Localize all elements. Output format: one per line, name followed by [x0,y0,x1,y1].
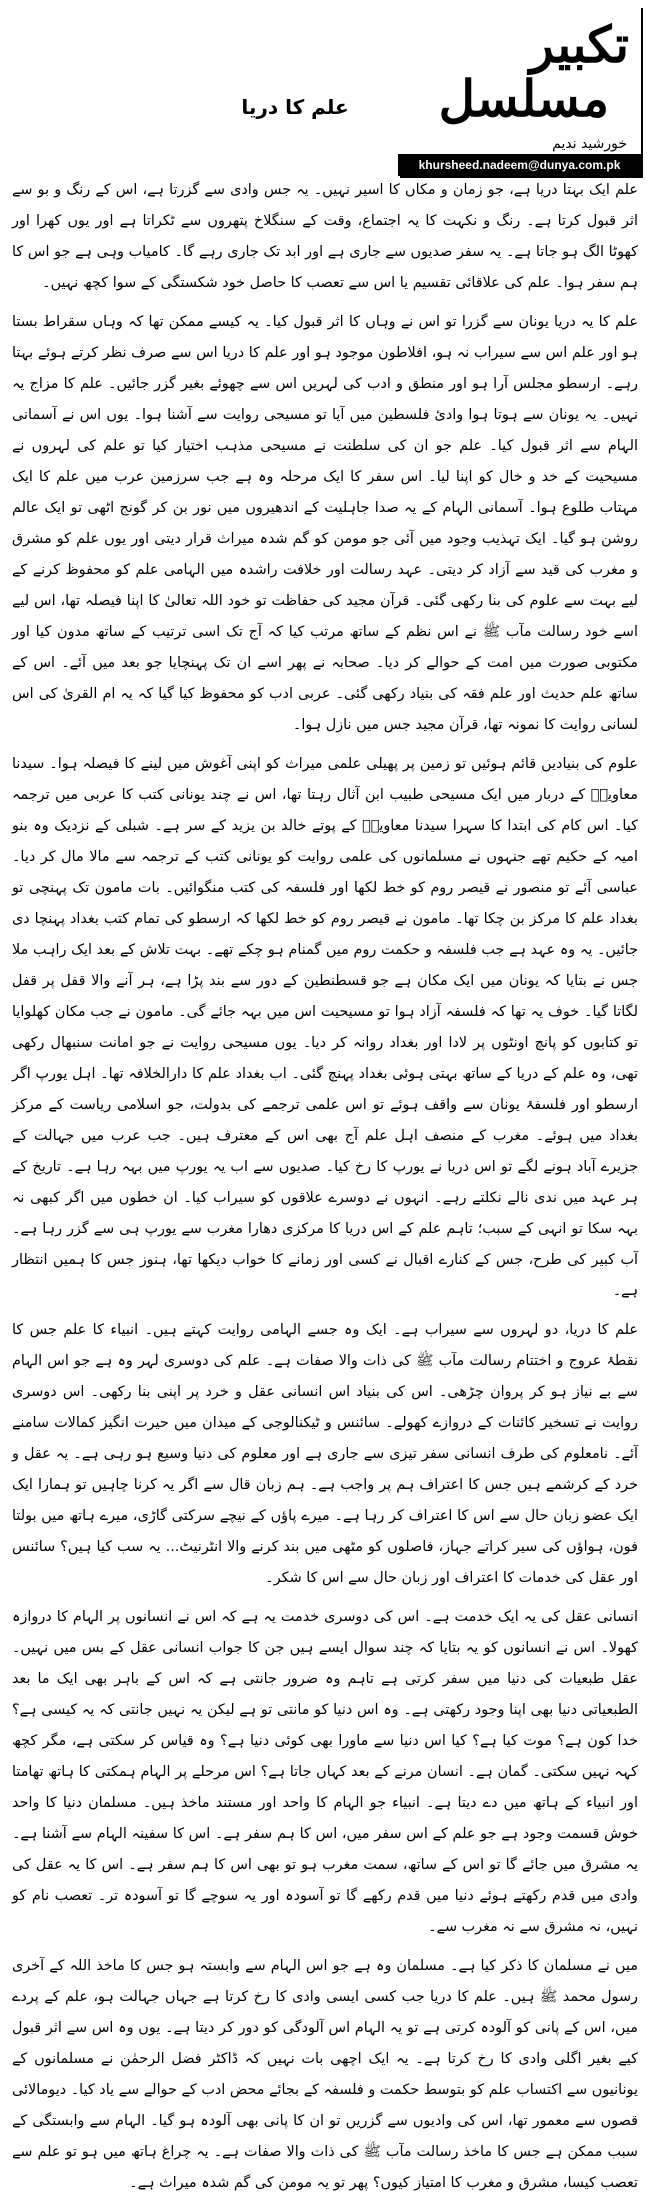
column-logo-word-1: تکبیر [529,15,629,74]
article-paragraph: علوم کی بنیادیں قائم ہوئیں تو زمین پر پھیلی علمی میراث کو اپنی آغوش میں لینے کا فیصلہ ہوا۔ سیدنا معاویہؓ کے دربار میں ایک مسیحی طبیب ابن آثال رہتا تھا، اس نے چند یونانی کتب کا عربی میں ترجمہ کیا۔ اس کام کی ابتدا کا سہرا سیدنا معاویہؓ کے پوتے خالد بن یزید کے سر ہے۔ شبلی کے نزدیک وہ بنو امیہ کے حکیم تھے جنہوں نے مسلمانوں کی علمی روایت کو یونانی کتب کے ترجمہ سے مالا مال کر دیا۔ عباسی آئے تو منصور نے قیصر روم کو خط لکھا اور فلسفہ کی کتب منگوائیں۔ بات مامون تک پہنچی تو بغداد علم کا مرکز بن چکا تھا۔ مامون نے قیصر روم کو خط لکھا کہ ارسطو کی تمام کتب بغداد پہنچا دی جائیں۔ یہ وہ عہد ہے جب فلسفہ و حکمت روم میں گمنام ہو چکے تھے۔ بہت تلاش کے بعد ایک راہب ملا جس نے بتایا کہ یونان میں ایک مکان ہے جو قسطنطین کے دور سے بند پڑا ہے، ہر آنے والا قفل پر قفل لگاتا گیا۔ خوف یہ تھا کہ فلسفہ آزاد ہوا تو مسیحیت اس میں بہہ جائے گی۔ مامون نے جب مکان کھلوایا تو کتابوں کو پانچ اونٹوں پر لادا اور بغداد روانہ کر دیا۔ یوں مسیحی روایت نے جو امانت سنبھال رکھی تھی، وہ علم کے دریا کے ساتھ بہتی ہوئی بغداد پہنچ گئی۔ اب بغداد علم کا دارالخلافہ تھا۔ اہل یورپ اگر ارسطو اور فلسفۂ یونان سے واقف ہوئے تو اس علمی ترجمے کی بدولت، جو اسلامی ریاست کے مرکز بغداد میں ہوئے۔ مغرب کے منصف اہل علم آج بھی اس کے معترف ہیں۔ جب عرب میں جہالت کے جزیرے آباد ہونے لگے تو اس دریا نے یورپ کا رخ کیا۔ صدیوں سے اب یہ یورپ میں بہہ رہا ہے۔ تاریخ کے ہر عہد میں ندی نالے نکلتے رہے۔ انہوں نے دوسرے علاقوں کو سیراب کیا۔ ان خطوں میں اگر کبھی نہ بہہ سکا تو انہی کے سبب؛ تاہم علم کے اس دریا کا مرکزی دھارا مغرب سے یورپ ہی سے گزر رہا ہے۔ آب کبیر کی طرح، جس کے کنارے اقبال نے کسی اور زمانے کا خواب دیکھا تھا، ہنوز جس کا ہمیں انتظار ہے۔ [12,756,638,1299]
article-headline: علم کا دریا [241,95,349,119]
article-paragraph: میں نے مسلمان کا ذکر کیا ہے۔ مسلمان وہ ہے جو اس الہام سے وابستہ ہو جس کا ماخذ اللہ کے آخری رسول محمد ﷺ ہیں۔ علم کا دریا جب کسی ایسی وادی کا رخ کرتا ہے جہاں جہالت ہو، علم کے پردے میں، اس کے پانی کو آلودہ کرتی ہے تو یہ الہام اس آلودگی کو دور کر دیتا ہے۔ یوں وہ اس سے اثر قبول کیے بغیر اگلی وادی کا رخ کرتا ہے۔ یہ ایک اچھی بات نہیں کہ ڈاکٹر فضل الرحمٰن نے مسلمانوں کے یونانیوں سے اکتساب علم کو بتوسط حکمت و فلسفہ کے بجائے محض ادب کے حوالے سے یاد کیا۔ دیومالائی قصوں سے معمور تھا، اس کی وادیوں سے گزریں تو ان کا پانی بھی آلودہ ہو گیا۔ الہام سے وابستگی کے سبب ممکن ہے جس کا ماخذ رسالت مآب ﷺ کی ذات والا صفات ہے۔ یہ چراغ ہاتھ میں ہو تو علم سے تعصب کیسا، مشرق و مغرب کا امتیاز کیوں؟ پھر تو یہ مومن کی گم شدہ میراث ہے۔ [12,1958,638,2191]
article-body [12,175,638,2207]
article-paragraph: علم کا یہ دریا یونان سے گزرا تو اس نے وہاں کا اثر قبول کیا۔ یہ کیسے ممکن تھا کہ وہاں سقراط بستا ہو اور علم اس سے سیراب نہ ہو، افلاطون موجود ہو اور علم کا دریا اس سے صرف نظر کرتے ہوئے بہتا رہے۔ ارسطو مجلس آرا ہو اور منطق و ادب کی لہریں اس سے چھوئے بغیر گزر جائیں۔ علم کا مزاج یہ نہیں۔ یہ یونان سے ہوتا ہوا وادیٔ فلسطین میں آیا تو مسیحی روایت سے آشنا ہوا۔ یوں اس نے آسمانی الہام سے اثر قبول کیا۔ علم جو ان کی سلطنت نے مسیحی مذہب اختیار کیا تو علم کی لہروں نے مسیحیت کے خد و خال کو اپنا لیا۔ اس سفر کا ایک مرحلہ وہ ہے جب سرزمین عرب میں علم کا ایک مہتاب طلوع ہوا۔ آسمانی الہام کے یہ صدا جاہلیت کے اندھیروں میں نور بن کر گونج اٹھی تو ایک عالم روشن ہو گیا۔ ایک تہذیب وجود میں آئی جو مومن کو گم شدہ میراث قرار دیتی اور یوں علم کو مشرق و مغرب کی قید سے آزاد کر دیتی۔ عہد رسالت اور خلافت راشدہ میں الہامی علم کو محفوظ کرنے کے لیے بہت سے علوم کی بنا رکھی گئی۔ قرآن مجید کی حفاظت تو خود اللہ تعالیٰ کا اپنا فیصلہ تھا، اس لیے اسے خود رسالت مآب ﷺ نے اس نظم کے ساتھ مرتب کیا کہ آج تک اسی ترتیب کے ساتھ مدون کیا اور مکتوبی صورت میں امت کے حوالے کر دیا۔ صحابہ نے پھر اسے ان تک پہنچایا جو بعد میں آئے۔ اس کے ساتھ علم حدیث اور علم فقہ کی بنیاد رکھی گئی۔ عربی ادب کو محفوظ کیا گیا کہ یہ ام القریٰ کی اس لسانی روایت کا نمونہ تھا، قرآن مجید جس میں نازل ہوا۔ [12,314,638,733]
column-logo-word-2: مسلسل [438,69,609,128]
article-paragraph: علم ایک بہتا دریا ہے، جو زمان و مکاں کا اسیر نہیں۔ یہ جس وادی سے گزرتا ہے، اس کے رنگ و بو سے اثر قبول کرتا ہے۔ رنگ و نکہت کا یہ اجتماع، وقت کے سنگلاخ پتھروں سے ٹکراتا ہے اور یوں کھرا اور کھوٹا الگ ہو جاتا ہے۔ یہ سفر صدیوں سے جاری ہے اور ابد تک جاری رہے گا۔ کامیاب وہی ہے جو اس کا ہم سفر ہوا۔ علم کی علاقائی تقسیم یا اس سے تعصب کا حاصل خود شکستگی کے سوا کچھ نہیں۔ [12,182,638,291]
column-logo-box [400,8,643,178]
article-paragraph: علم کا دریا، دو لہروں سے سیراب ہے۔ ایک وہ جسے الہامی روایت کہتے ہیں۔ انبیاء کا علم جس کا نقطۂ عروج و اختتام رسالت مآب ﷺ کی ذات والا صفات ہے۔ علم کی دوسری لہر وہ ہے جو اس الہام سے بے نیاز ہو کر پروان چڑھی۔ اس کی بنیاد اس انسانی عقل و خرد پر اپنی بنا رکھی۔ اس دوسری روایت نے تسخیر کائنات کے دروازے کھولے۔ سائنس و ٹیکنالوجی کے میدان میں حیرت انگیز کمالات سامنے آئے۔ نامعلوم کی طرف انسانی سفر تیزی سے جاری ہے اور معلوم کی دنیا وسیع ہو رہی ہے۔ یہ عقل و خرد کے کرشمے ہیں جس کا اعتراف ہم پر واجب ہے۔ ہم زبان قال سے اگر یہ کرنا چاہیں تو ہمارا ایک ایک عضو زبان حال سے اس کا اعتراف کر رہا ہے۔ میرے پاؤں کے نیچے سرکتی گاڑی، میرے ہاتھ میں بولتا فون، ہواؤں کی سیر کراتے جہاز، فاصلوں کو مٹھی میں بند کرنے والا انٹرنیٹ... یہ سب کیا ہیں؟ سائنس اور عقل کی خدمات کا اعتراف اور زبان حال سے اس کا شکر۔ [12,1322,638,1586]
column-logo [429,15,629,128]
author-email: khursheed.nadeem@dunya.com.pk [398,154,641,176]
article-paragraph: انسانی عقل کی یہ ایک خدمت ہے۔ اس کی دوسری خدمت یہ ہے کہ اس نے انسانوں پر الہام کا دروازہ کھولا۔ اس نے انسانوں کو یہ بتایا کہ چند سوال ایسے ہیں جن کا جواب انسانی عقل کے بس میں نہیں۔ عقل طبعیات کی دنیا میں سفر کرتی ہے تاہم وہ ضرور جانتی ہے کہ اس کے باہر بھی ایک ما بعد الطبعیاتی دنیا بھی اپنا وجود رکھتی ہے۔ وہ اس دنیا کو مانتی تو ہے لیکن یہ نہیں جانتی کہ یہ کیسی ہے؟ خدا کون ہے؟ موت کیا ہے؟ کیا اس دنیا سے ماورا بھی کوئی دنیا ہے؟ وہ قیاس کر سکتی ہے، مگر کچھ کہہ نہیں سکتی۔ گمان ہے۔ انسان مرنے کے بعد کہاں جاتا ہے؟ اس مرحلے پر الہام ہمکتی کا ہاتھ تھامتا اور انبیاء کے ہاتھ میں دے دیتا ہے۔ انبیاء جو الہام کا واحد اور مستند ماخذ ہیں۔ مسلمان دنیا کا واحد خوش قسمت وجود ہے جو علم کے اس سفر میں، اس کا ہم سفر ہے۔ اس کا سفینہ الہام سے آشنا ہے۔ یہ مشرق میں جائے گا تو اس کے ساتھ، سمت مغرب ہو تو بھی اس کا ہم سفر ہے۔ اس کا یہ عقل کی وادی میں قدم رکھتے ہوئے دنیا میں قدم رکھے گا تو آسودہ اور یہ سوچے گا تو آسودہ تر۔ تعصب نام کو نہیں، نہ مشرق سے نہ مغرب سے۔ [12,1609,638,1935]
author-name: خورشید ندیم [552,136,627,152]
